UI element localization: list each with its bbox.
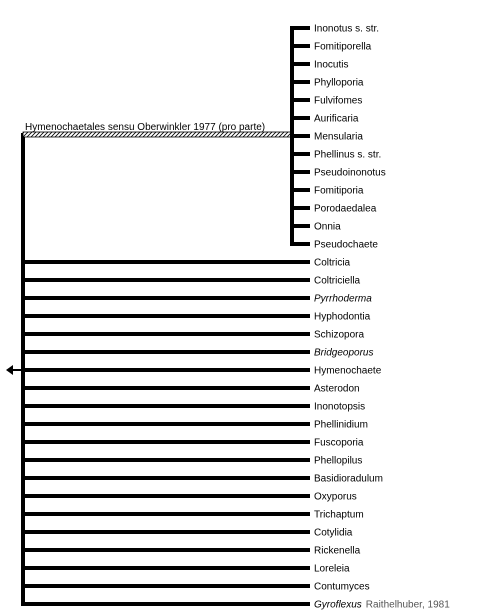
taxon-label: Onnia	[314, 221, 341, 233]
taxon-label: Coltriciella	[314, 275, 361, 287]
left-arrow-icon	[6, 365, 22, 375]
taxon-label: Pseudoinonotus	[314, 167, 386, 179]
taxon-label: Cotylidia	[314, 527, 353, 539]
taxon-label: Phellinidium	[314, 419, 368, 431]
taxon-label: Basidioradulum	[314, 473, 383, 485]
taxon-label: Hymenochaete	[314, 365, 382, 377]
taxon-label: Inocutis	[314, 59, 349, 71]
taxon-label: Inonotus s. str.	[314, 23, 380, 35]
taxon-label: Loreleia	[314, 563, 350, 575]
taxon-label: Fomitiporella	[314, 41, 372, 53]
taxon-label: Phellopilus	[314, 455, 363, 467]
group-label: Hymenochaetales sensu Oberwinkler 1977 (pro parte)	[25, 122, 266, 133]
taxon-label: Coltricia	[314, 257, 351, 269]
taxon-label: Fuscoporia	[314, 437, 364, 449]
taxon-label: Schizopora	[314, 329, 365, 341]
lower-taxa	[21, 258, 450, 611]
taxon-label: Pyrrhoderma	[314, 293, 372, 305]
taxon-label: Rickenella	[314, 545, 361, 557]
taxon-label: Inonotopsis	[314, 401, 366, 413]
taxon-label: Contumyces	[314, 581, 370, 593]
taxon-label: Oxyporus	[314, 491, 357, 503]
taxon-label: Bridgeoporus	[314, 347, 374, 359]
taxon-label: Hyphodontia	[314, 311, 371, 323]
taxon-label: Phylloporia	[314, 77, 364, 89]
taxon-author: Raithelhuber, 1981	[365, 599, 450, 611]
taxon-label: Gyroflexus	[314, 599, 362, 611]
taxon-label: Fomitiporia	[314, 185, 364, 197]
taxon-label: Phellinus s. str.	[314, 149, 382, 161]
taxon-label: Asterodon	[314, 383, 360, 395]
taxon-label: Mensularia	[314, 131, 363, 143]
taxon-label: Porodaedalea	[314, 203, 377, 215]
taxon-label: Trichaptum	[314, 509, 364, 521]
taxon-label: Aurificaria	[314, 113, 359, 125]
taxon-label: Fulvifomes	[314, 95, 363, 107]
taxon-label: Pseudochaete	[314, 239, 378, 251]
upper-clade	[290, 24, 386, 251]
